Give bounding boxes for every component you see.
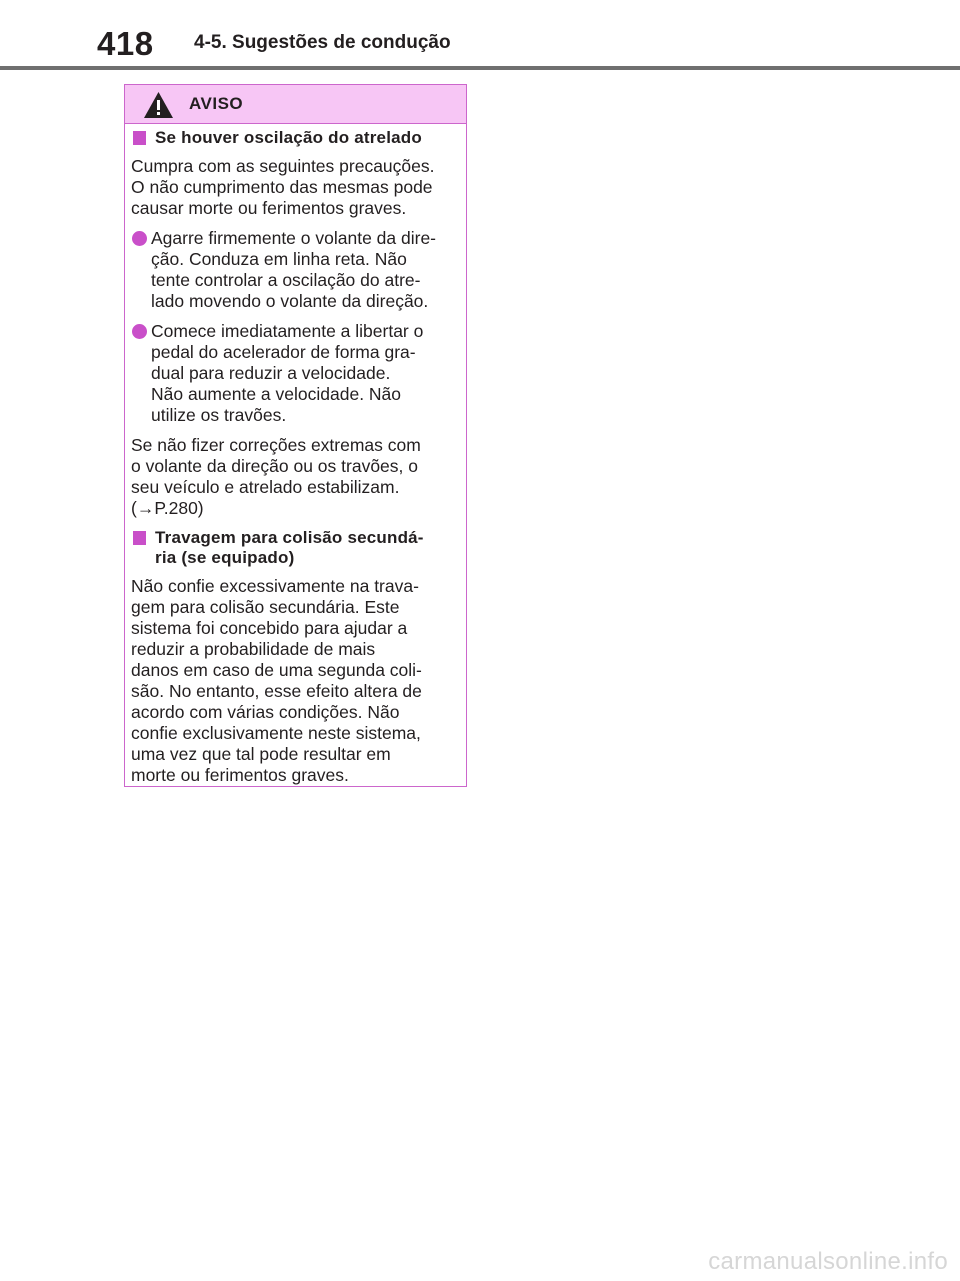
subheading-trailer-sway [131,128,456,148]
text-line: são. No entanto, esse efeito altera de [131,681,422,701]
section-title: 4-5. Sugestões de condução [194,32,451,53]
text-line: sistema foi concebido para ajudar a [131,618,408,638]
square-bullet-icon [133,131,146,145]
intro-paragraph [131,156,456,219]
page-number: 418 [97,25,154,62]
list-item-steering [131,228,456,312]
text-line: ção. Conduza em linha reta. Não [151,249,407,269]
text-line: Não confie excessivamente na trava- [131,576,419,596]
text-line: reduzir a probabilidade de mais [131,639,376,659]
text-line: acordo com várias condições. Não [131,702,400,722]
text-line: dual para reduzir a velocidade. [151,363,391,383]
page-header [0,0,960,72]
text-line: Comece imediatamente a libertar o [151,321,424,341]
text-line: o volante da direção ou os travões, o [131,456,418,476]
text-line: O não cumprimento das mesmas pode [131,177,433,197]
text-line: lado movendo o volante da direção. [151,291,429,311]
subheading-text: ria (se equipado) [155,548,295,567]
text-line: confie exclusivamente neste sistema, [131,723,421,743]
text-line: danos em caso de uma segunda coli- [131,660,422,680]
warning-triangle-icon [143,91,174,119]
text-line: causar morte ou ferimentos graves. [131,198,407,218]
text-line: gem para colisão secundária. Este [131,597,400,617]
text-line: Cumpra com as seguintes precauções. [131,156,435,176]
text-line: Se não fizer correções extremas com [131,435,421,455]
subheading-secondary-collision-braking [131,528,456,568]
list-item-accelerator [131,321,456,426]
secondary-braking-paragraph [131,576,456,786]
header-divider [0,66,960,70]
warning-header [125,85,466,124]
text-line: Não aumente a velocidade. Não [151,384,402,404]
circle-bullet-icon [132,324,147,339]
warning-box [124,84,467,787]
page-reference: (→P.280) [131,498,204,518]
closing-paragraph [131,435,456,519]
warning-body [125,124,466,786]
text-line: seu veículo e atrelado estabilizam. [131,477,400,497]
subheading-text: Travagem para colisão secundá- [155,528,424,547]
text-line: utilize os travões. [151,405,287,425]
subheading-text: Se houver oscilação do atrelado [155,128,422,147]
text-line: tente controlar a oscilação do atre- [151,270,421,290]
watermark: carmanualsonline.info [708,1248,948,1275]
circle-bullet-icon [132,231,147,246]
text-line: Agarre firmemente o volante da dire- [151,228,436,248]
text-line: uma vez que tal pode resultar em [131,744,391,764]
square-bullet-icon [133,531,146,545]
text-line: morte ou ferimentos graves. [131,765,349,785]
text-line: pedal do acelerador de forma gra- [151,342,416,362]
warning-label: AVISO [189,94,244,113]
